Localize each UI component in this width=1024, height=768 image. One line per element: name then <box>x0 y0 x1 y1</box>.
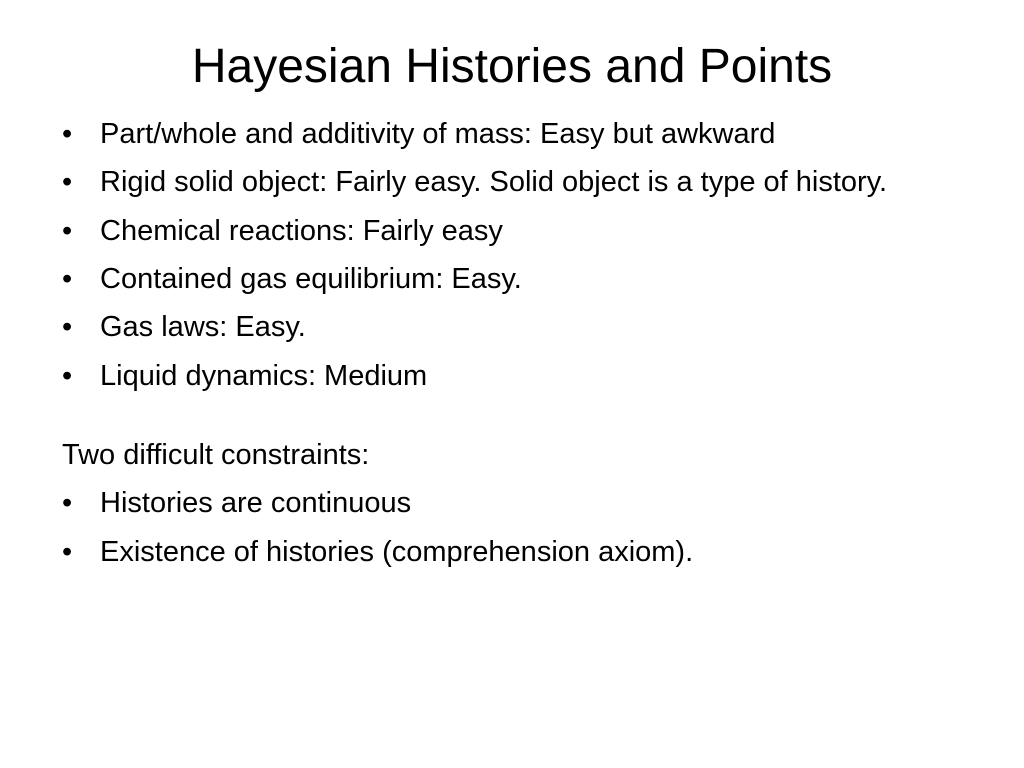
slide-title: Hayesian Histories and Points <box>191 40 833 93</box>
bullet-text: Gas laws: Easy. <box>100 311 306 344</box>
bullet-item <box>62 536 962 569</box>
bullet-icon: • <box>62 214 73 247</box>
bullet-item <box>62 311 962 344</box>
bullet-item <box>62 118 962 151</box>
bullet-item <box>62 360 962 393</box>
bullet-text: Rigid solid object: Fairly easy. Solid object is a type of history. <box>100 166 888 199</box>
bullet-text: Existence of histories (comprehension axiom). <box>100 535 694 568</box>
bullet-icon: • <box>62 118 73 150</box>
bullet-icon: • <box>62 359 73 392</box>
bullet-icon: • <box>62 535 73 568</box>
bullet-icon: • <box>62 263 73 296</box>
slide-body <box>62 118 962 584</box>
bullet-item <box>62 166 962 199</box>
section-heading: Two difficult constraints: <box>62 439 370 472</box>
bullet-item <box>62 487 962 520</box>
bullet-item <box>62 215 962 248</box>
bullet-list-primary <box>62 118 962 393</box>
bullet-text: Chemical reactions: Fairly easy <box>100 214 503 247</box>
bullet-text: Histories are continuous <box>100 487 412 520</box>
bullet-icon: • <box>62 311 73 344</box>
bullet-text: Part/whole and additivity of mass: Easy but awkward <box>100 118 776 150</box>
bullet-item <box>62 263 962 296</box>
bullet-text: Liquid dynamics: Medium <box>100 359 428 392</box>
bullet-text: Contained gas equilibrium: Easy. <box>100 263 522 296</box>
bullet-icon: • <box>62 166 73 199</box>
bullet-icon: • <box>62 487 73 520</box>
bullet-list-constraints <box>62 487 962 569</box>
